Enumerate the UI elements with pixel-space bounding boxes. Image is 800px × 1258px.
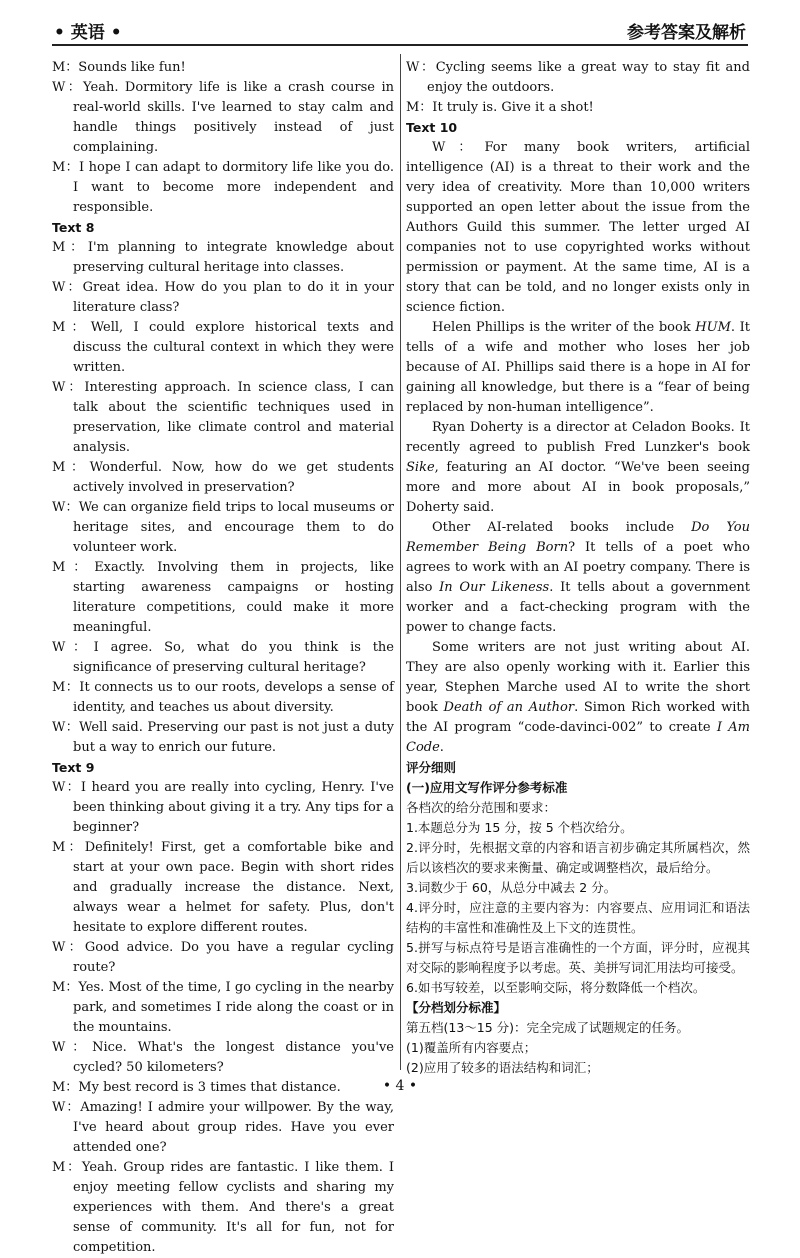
- dialogue-line: W：Interesting approach. In science class, I can talk about the scientific techniques used in preservation, like climate control and material analysis.: [52, 380, 394, 455]
- text-run: . It tells of a wife and mother who loses her job because of AI. Phillips said there is a hope in AI for gaining all knowledge, but there is a “fear of being replaced by non-human intelligence”.: [406, 320, 750, 415]
- dialogue-line: M：Yes. Most of the time, I go cycling in the nearby park, and sometimes I ride along the coast or in the mountains.: [52, 980, 394, 1035]
- dialogue-line: M：I hope I can adapt to dormitory life like you do. I want to become more independent and responsible.: [52, 160, 394, 215]
- text-10-title: Text 10: [406, 120, 458, 135]
- dialogue-line: M：My best record is 3 times that distance.: [52, 1080, 341, 1095]
- dialogue-line: M：Yeah. Group rides are fantastic. I like them. I enjoy meeting fellow cyclists and sharing my experiences with them. And there's a great sense of community. It's all for fun, not for competition.: [52, 1160, 394, 1255]
- page-number: • 4 •: [382, 1078, 418, 1094]
- passage-paragraph: W：For many book writers, artificial intelligence (AI) is a threat to their work and the very idea of creativity. More than 10,000 writers supported an open letter about the issue from the Authors Guild this summer. The letter urged AI companies not to use copyrighted works without permission or payment. At the same time, AI is a story that can be told, and no longer exists only in science fiction.: [406, 140, 750, 315]
- book-title: HUM: [695, 320, 731, 335]
- dialogue-line: W：Great idea. How do you plan to do it in your literature class?: [52, 280, 394, 315]
- dialogue-line: W：Cycling seems like a great way to stay fit and enjoy the outdoors.: [406, 60, 750, 95]
- scoring-intro: 各档次的给分范围和要求：: [406, 800, 557, 815]
- dialogue-line: W：I heard you are really into cycling, Henry. I've been thinking about giving it a try. Any tips for a beginner?: [52, 780, 394, 835]
- text-run: .: [439, 740, 444, 755]
- scoring-rule: 4.评分时，应注意的主要内容为：内容要点、应用词汇和语法结构的丰富性和准确性及上下文的连贯性。: [406, 900, 750, 935]
- scoring-rule: 1.本题总分为 15 分，按 5 个档次给分。: [406, 820, 633, 835]
- text-run: , featuring an AI doctor. “We've been seeing more and more about AI in book proposals,” Doherty said.: [406, 460, 750, 515]
- dialogue-line: M：Sounds like fun!: [52, 60, 186, 75]
- text-8-title: Text 8: [52, 220, 95, 235]
- book-title: I Am Code: [406, 720, 751, 755]
- text-run: ? It tells of a poet who agrees to work with an AI poetry company. There is also: [406, 540, 750, 595]
- dialogue-line: W：Amazing! I admire your willpower. By the way, I've heard about group rides. Have you ever attended one?: [52, 1100, 394, 1155]
- column-divider: [400, 54, 401, 1070]
- passage-paragraph: [406, 318, 750, 418]
- passage-paragraph: [406, 518, 750, 638]
- subject-label: • 英语 •: [54, 23, 122, 43]
- grade-standard-title: 【分档划分标准】: [406, 1000, 507, 1015]
- scoring-rule: 6.如书写较差，以至影响交际，将分数降低一个档次。: [406, 980, 706, 995]
- dialogue-line: W：Nice. What's the longest distance you've cycled? 50 kilometers?: [52, 1040, 394, 1075]
- dialogue-line: M：Exactly. Involving them in projects, like starting awareness campaigns or hosting literature competitions, could make it more meaningful.: [52, 560, 394, 635]
- grade-line: (1)覆盖所有内容要点；: [406, 1040, 537, 1055]
- text-9-title: Text 9: [52, 760, 95, 775]
- dialogue-line: M：It connects us to our roots, develops a sense of identity, and teaches us about diversity.: [52, 680, 394, 715]
- text-run: Helen Phillips is the writer of the book: [432, 320, 696, 335]
- dialogue-line: M：Wonderful. Now, how do we get students actively involved in preservation?: [52, 460, 394, 495]
- dialogue-line: W：We can organize field trips to local museums or heritage sites, and encourage them to do volunteer work.: [52, 500, 394, 555]
- dialogue-line: W：Good advice. Do you have a regular cycling route?: [52, 940, 394, 975]
- passage-paragraph: [406, 638, 750, 758]
- book-title: In Our Likeness: [439, 580, 550, 595]
- scoring-rule: 2.评分时，先根据文章的内容和语言初步确定其所属档次，然后以该档次的要求来衡量、确定或调整档次，最后给分。: [406, 840, 750, 875]
- book-title: Sike: [406, 460, 435, 475]
- grade-line: (2)应用了较多的语法结构和词汇；: [406, 1060, 599, 1075]
- scoring-rules-title: 评分细则: [406, 760, 457, 775]
- dialogue-line: W：Well said. Preserving our past is not just a duty but a way to enrich our future.: [52, 720, 394, 755]
- page-header: [52, 14, 748, 46]
- text-run: . It tells about a government worker and a fact-checking program with the power to change facts.: [406, 580, 750, 635]
- scoring-rules-subtitle: (一)应用文写作评分参考标准: [406, 780, 568, 795]
- book-title: Do You Remember Being Born: [406, 520, 750, 555]
- text-run: Ryan Doherty is a director at Celadon Books. It recently agreed to publish Fred Lunzker's book: [406, 420, 750, 455]
- dialogue-line: M：Well, I could explore historical texts and discuss the cultural context in which they were written.: [52, 320, 394, 375]
- passage-paragraph: [406, 418, 750, 518]
- scoring-rule: 3.词数少于 60，从总分中减去 2 分。: [406, 880, 617, 895]
- text-run: Some writers are not just writing about AI. They are also openly working with it. Earlier this year, Stephen Marche used AI to write the short book: [406, 640, 750, 715]
- scoring-rule: 5.拼写与标点符号是语言准确性的一个方面，评分时，应视其对交际的影响程度予以考虑。英、美拼写词汇用法均可接受。: [406, 940, 750, 975]
- dialogue-line: M：I'm planning to integrate knowledge about preserving cultural heritage into classes.: [52, 240, 394, 275]
- section-label: 参考答案及解析: [627, 23, 746, 43]
- text-run: . Simon Rich worked with the AI program “code-davinci-002” to create: [406, 700, 750, 735]
- grade-line: 第五档(13～15 分)：完全完成了试题规定的任务。: [406, 1020, 690, 1035]
- right-column: [406, 58, 750, 1078]
- dialogue-line: W：I agree. So, what do you think is the significance of preserving cultural heritage?: [52, 640, 394, 675]
- book-title: Death of an Author: [443, 700, 575, 715]
- dialogue-line: M：Definitely! First, get a comfortable bike and start at your own pace. Begin with short rides and gradually increase the distance. Next, always wear a helmet for safety. Plus, don't hesitate to explore different routes.: [52, 840, 394, 935]
- dialogue-line: M：It truly is. Give it a shot!: [406, 100, 594, 115]
- dialogue-line: W：Yeah. Dormitory life is like a crash course in real-world skills. I've learned to stay calm and handle things positively instead of just complaining.: [52, 80, 394, 155]
- text-run: Other AI-related books include: [432, 520, 692, 535]
